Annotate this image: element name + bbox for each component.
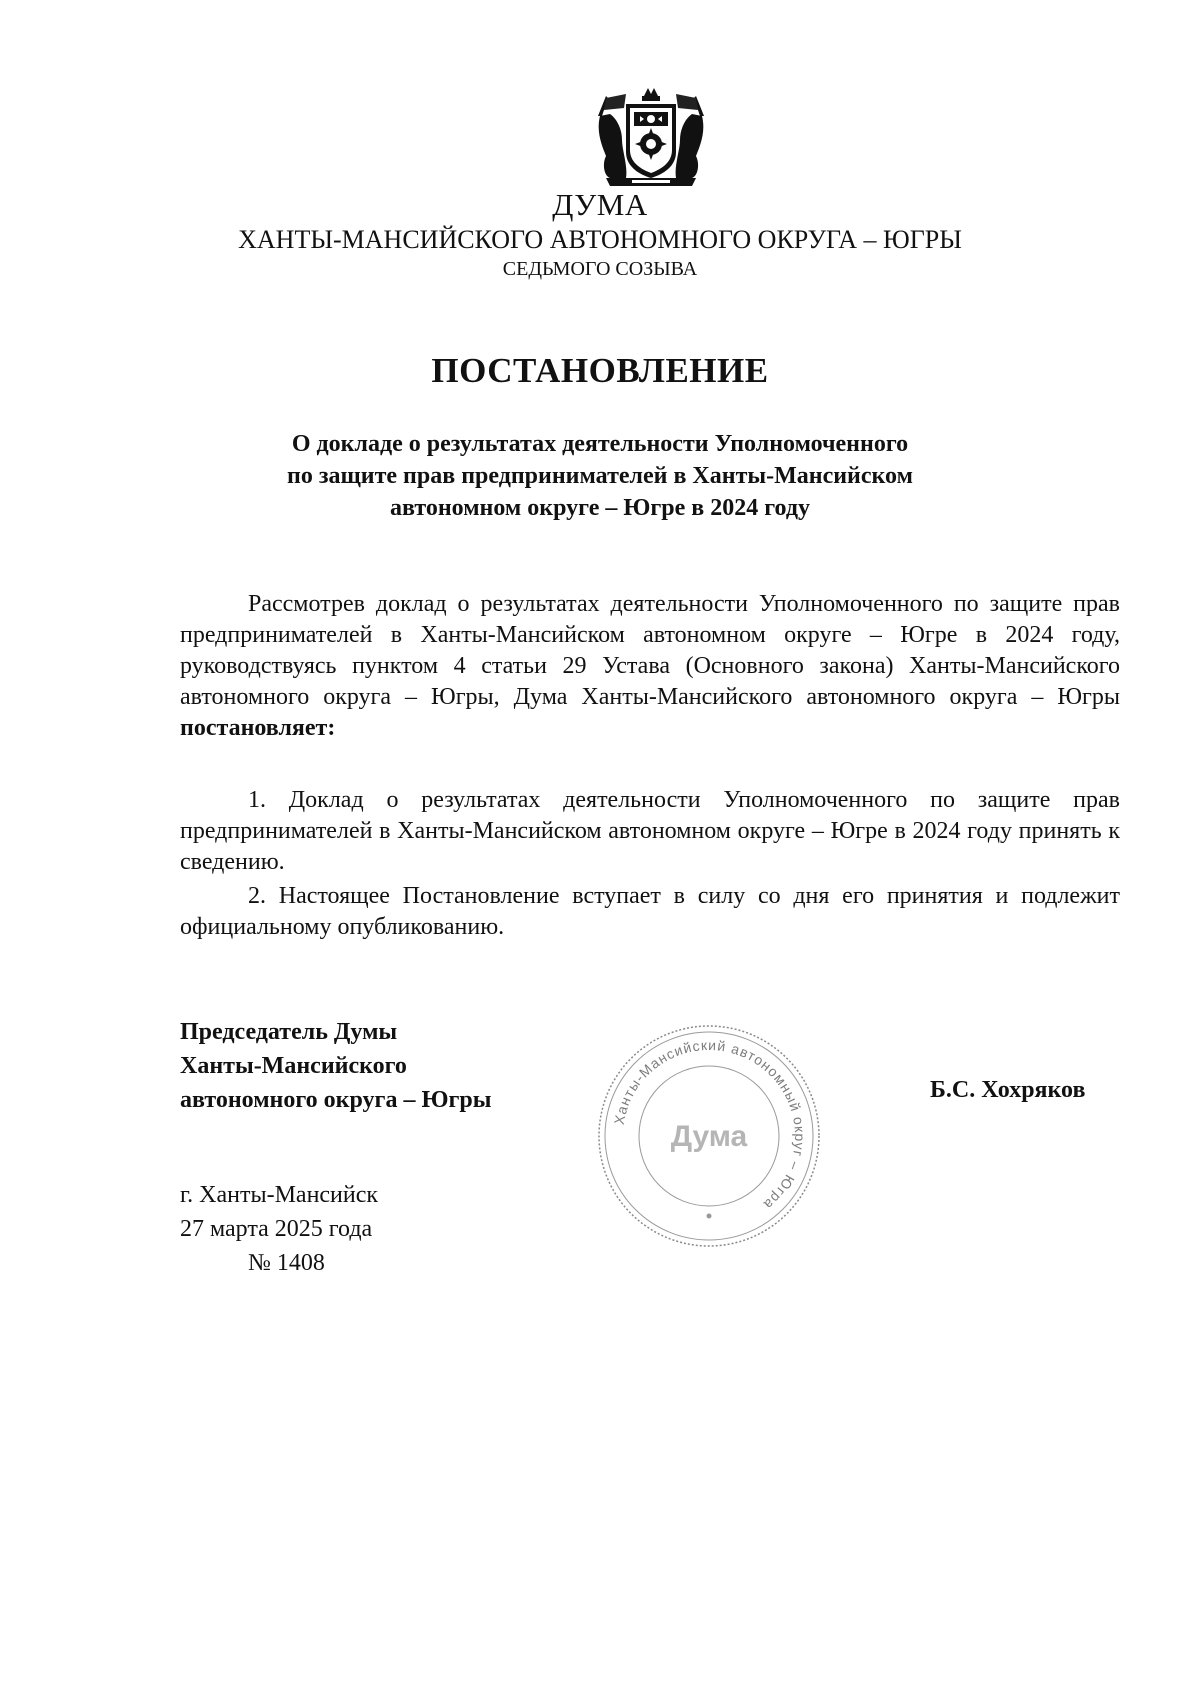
document-subject — [0, 428, 1200, 524]
preamble-keyword: постановляет: — [180, 715, 336, 741]
signer-name: Б.С. Хохряков — [930, 1077, 1086, 1103]
stamp-ring-text: Ханты-Мансийский автономный округ – Югра — [610, 1036, 809, 1214]
preamble-paragraph — [180, 589, 1120, 744]
resolution-item-1: 1. Доклад о результатах деятельности Уполномоченного по защите прав предпринимателей в Ханты-Мансийском автономном округе – Югре в 2024 году принять к сведению. — [180, 787, 1120, 875]
signer-position-line: автономного округа – Югры — [180, 1087, 492, 1113]
signer-position — [180, 1015, 491, 1117]
subject-line: О докладе о результатах деятельности Уполномоченного — [291, 431, 909, 457]
subject-line: автономном округе – Югре в 2024 году — [390, 495, 810, 521]
okrug-heading: ХАНТЫ-МАНСИЙСКОГО АВТОНОМНОГО ОКРУГА – ЮГРЫ — [238, 225, 962, 254]
city: г. Ханты-Мансийск — [180, 1182, 379, 1208]
signer-position-line: Председатель Думы — [180, 1019, 398, 1045]
date: 27 марта 2025 года — [180, 1216, 373, 1242]
coat-of-arms-icon — [592, 86, 710, 190]
place-date-block — [180, 1178, 378, 1280]
convocation-heading: СЕДЬМОГО СОЗЫВА — [502, 258, 698, 280]
subject-line: по защите прав предпринимателей в Ханты-Мансийском — [287, 463, 913, 489]
document-title: ПОСТАНОВЛЕНИЕ — [431, 351, 769, 390]
resolution-item-2: 2. Настоящее Постановление вступает в силу со дня его принятия и подлежит официальному опубликованию. — [180, 883, 1120, 940]
stamp-center-text: Дума — [670, 1120, 748, 1153]
official-stamp — [593, 1020, 825, 1252]
document-number: № 1408 — [248, 1250, 325, 1276]
preamble-text: Рассмотрев доклад о результатах деятельности Уполномоченного по защите прав предпринимателей в Ханты-Мансийском автономном округе – Югре в 2024 году, руководствуясь пунктом 4 статьи 29 Устава (Основного закона) Ханты-Мансийского автономного округа – Югры, Дума Ханты-Мансийского автономного округа – Югры — [180, 591, 1120, 710]
signer-position-line: Ханты-Мансийского — [180, 1053, 407, 1079]
duma-heading: ДУМА — [552, 187, 648, 222]
